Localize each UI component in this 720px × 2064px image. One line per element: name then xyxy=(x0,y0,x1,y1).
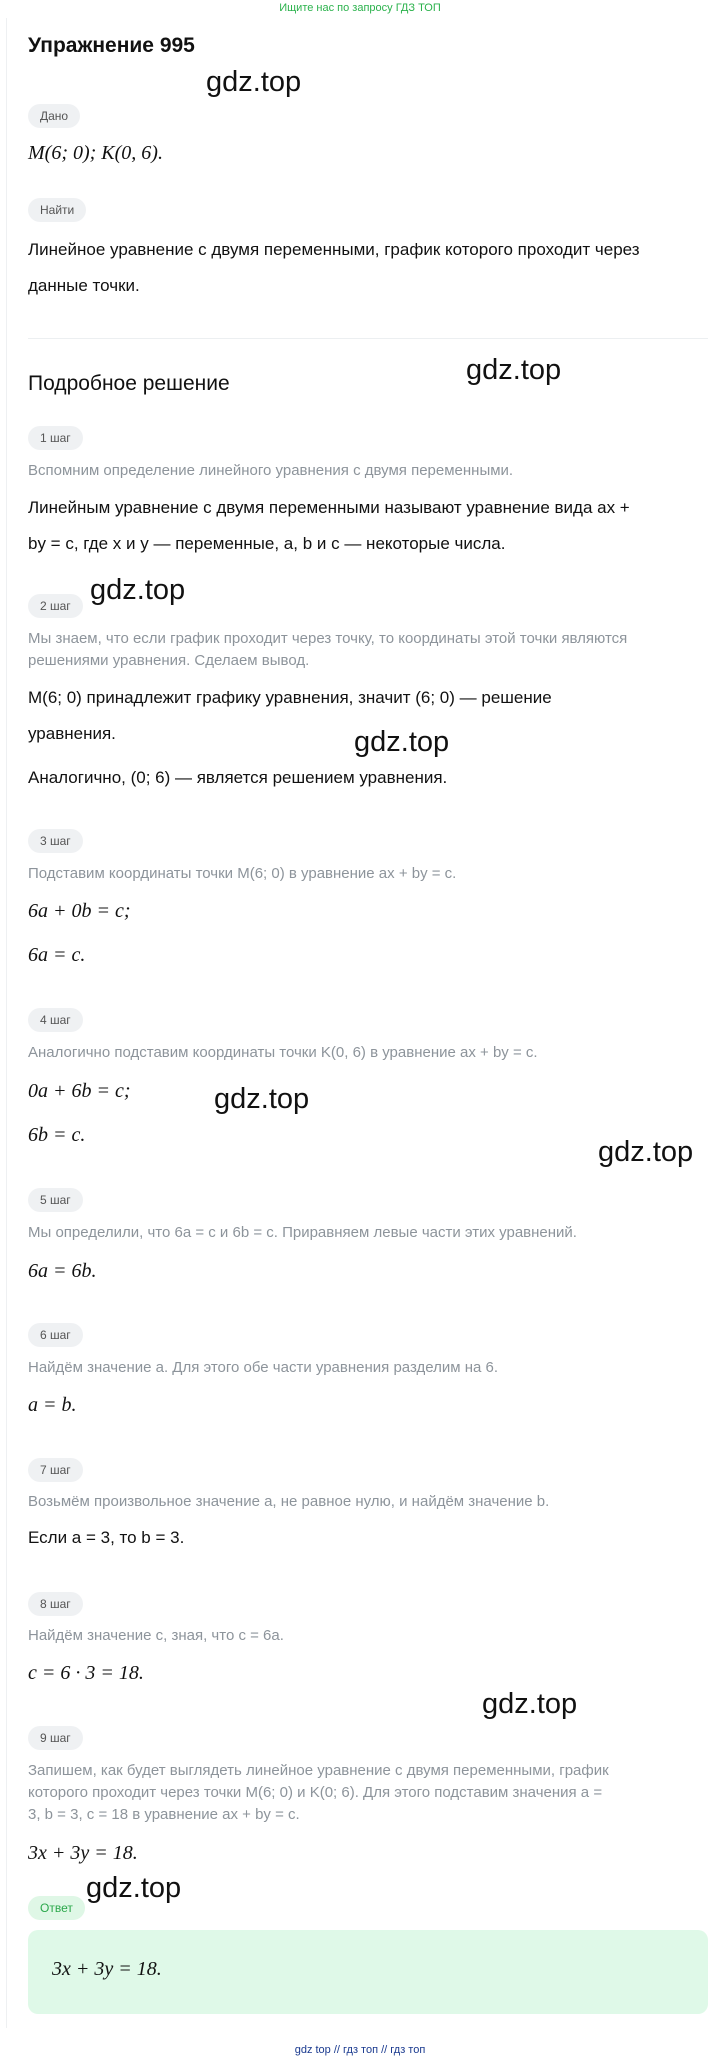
step-1-chip: 1 шаг xyxy=(28,426,83,450)
watermark: gdz.top xyxy=(482,1688,578,1720)
step-9-hint-1: Запишем, как будет выглядеть линейное уравнение с двумя переменными, график xyxy=(28,1762,609,1779)
step-8-eq-1: c = 6 · 3 = 18. xyxy=(28,1662,144,1684)
top-banner[interactable]: Ищите нас по запросу ГДЗ ТОП xyxy=(279,2,441,14)
step-3-eq-1: 6a + 0b = c; xyxy=(28,900,131,922)
step-6-chip: 6 шаг xyxy=(28,1323,83,1347)
step-2-chip: 2 шаг xyxy=(28,594,83,618)
step-1-line-2: by = c, где x и y — переменные, a, b и c — некоторые числа. xyxy=(28,534,506,553)
given-chip: Дано xyxy=(28,104,80,128)
page-title: Упражнение 995 xyxy=(28,34,195,57)
step-9-chip: 9 шаг xyxy=(28,1726,83,1750)
step-5-eq-1: 6a = 6b. xyxy=(28,1260,97,1282)
step-4-eq-1: 0a + 6b = c; xyxy=(28,1080,131,1102)
section-divider xyxy=(28,338,708,339)
step-4-hint: Аналогично подставим координаты точки K(0, 6) в уравнение ax + by = c. xyxy=(28,1044,538,1061)
find-text-1: Линейное уравнение с двумя переменными, график которого проходит через xyxy=(28,240,640,259)
step-2-line-3: Аналогично, (0; 6) — является решением уравнения. xyxy=(28,768,448,787)
step-5-hint: Мы определили, что 6a = c и 6b = c. Приравняем левые части этих уравнений. xyxy=(28,1224,577,1241)
watermark: gdz.top xyxy=(206,66,302,98)
step-9-eq-1: 3x + 3y = 18. xyxy=(28,1842,138,1864)
watermark: gdz.top xyxy=(466,354,562,386)
left-border xyxy=(6,18,7,2028)
step-5-chip: 5 шаг xyxy=(28,1188,83,1212)
answer-box xyxy=(28,1930,708,2014)
step-3-chip: 3 шаг xyxy=(28,829,83,853)
watermark: gdz.top xyxy=(86,1872,182,1904)
step-6-hint: Найдём значение a. Для этого обе части уравнения разделим на 6. xyxy=(28,1359,499,1376)
step-1-hint: Вспомним определение линейного уравнения с двумя переменными. xyxy=(28,462,514,479)
step-2-line-2: уравнения. xyxy=(28,724,116,743)
step-7-hint: Возьмём произвольное значение a, не равное нулю, и найдём значение b. xyxy=(28,1493,550,1510)
step-2-hint-1: Мы знаем, что если график проходит через точку, то координаты этой точки являются xyxy=(28,630,628,647)
footer-links[interactable]: gdz top // гдз топ // гдз топ xyxy=(294,2044,426,2056)
step-2-line-1: M(6; 0) принадлежит графику уравнения, значит (6; 0) — решение xyxy=(28,688,552,707)
watermark: gdz.top xyxy=(214,1083,310,1115)
step-7-line-1: Если a = 3, то b = 3. xyxy=(28,1528,185,1547)
step-6-eq-1: a = b. xyxy=(28,1394,77,1416)
watermark: gdz.top xyxy=(598,1136,694,1168)
watermark: gdz.top xyxy=(90,574,186,606)
step-9-hint-3: 3, b = 3, c = 18 в уравнение ax + by = c. xyxy=(28,1806,300,1823)
answer-chip: Ответ xyxy=(28,1896,85,1920)
given-math: M(6; 0); K(0, 6). xyxy=(28,142,163,164)
step-9-hint-2: которого проходит через точки M(6; 0) и K(0; 6). Для этого подставим значения a = xyxy=(28,1784,603,1801)
step-7-chip: 7 шаг xyxy=(28,1458,83,1482)
step-3-eq-2: 6a = c. xyxy=(28,944,86,966)
find-text-2: данные точки. xyxy=(28,276,140,295)
step-4-eq-2: 6b = c. xyxy=(28,1124,86,1146)
solution-title: Подробное решение xyxy=(28,372,230,395)
step-3-hint: Подставим координаты точки M(6; 0) в уравнение ax + by = c. xyxy=(28,865,457,882)
step-4-chip: 4 шаг xyxy=(28,1008,83,1032)
step-2-hint-2: решениями уравнения. Сделаем вывод. xyxy=(28,652,310,669)
step-8-chip: 8 шаг xyxy=(28,1592,83,1616)
watermark: gdz.top xyxy=(354,726,450,758)
step-8-hint: Найдём значение c, зная, что c = 6a. xyxy=(28,1627,284,1644)
answer-text: 3x + 3y = 18. xyxy=(52,1958,162,1980)
step-1-line-1: Линейным уравнение с двумя переменными называют уравнение вида ax + xyxy=(28,498,630,517)
find-chip: Найти xyxy=(28,198,86,222)
